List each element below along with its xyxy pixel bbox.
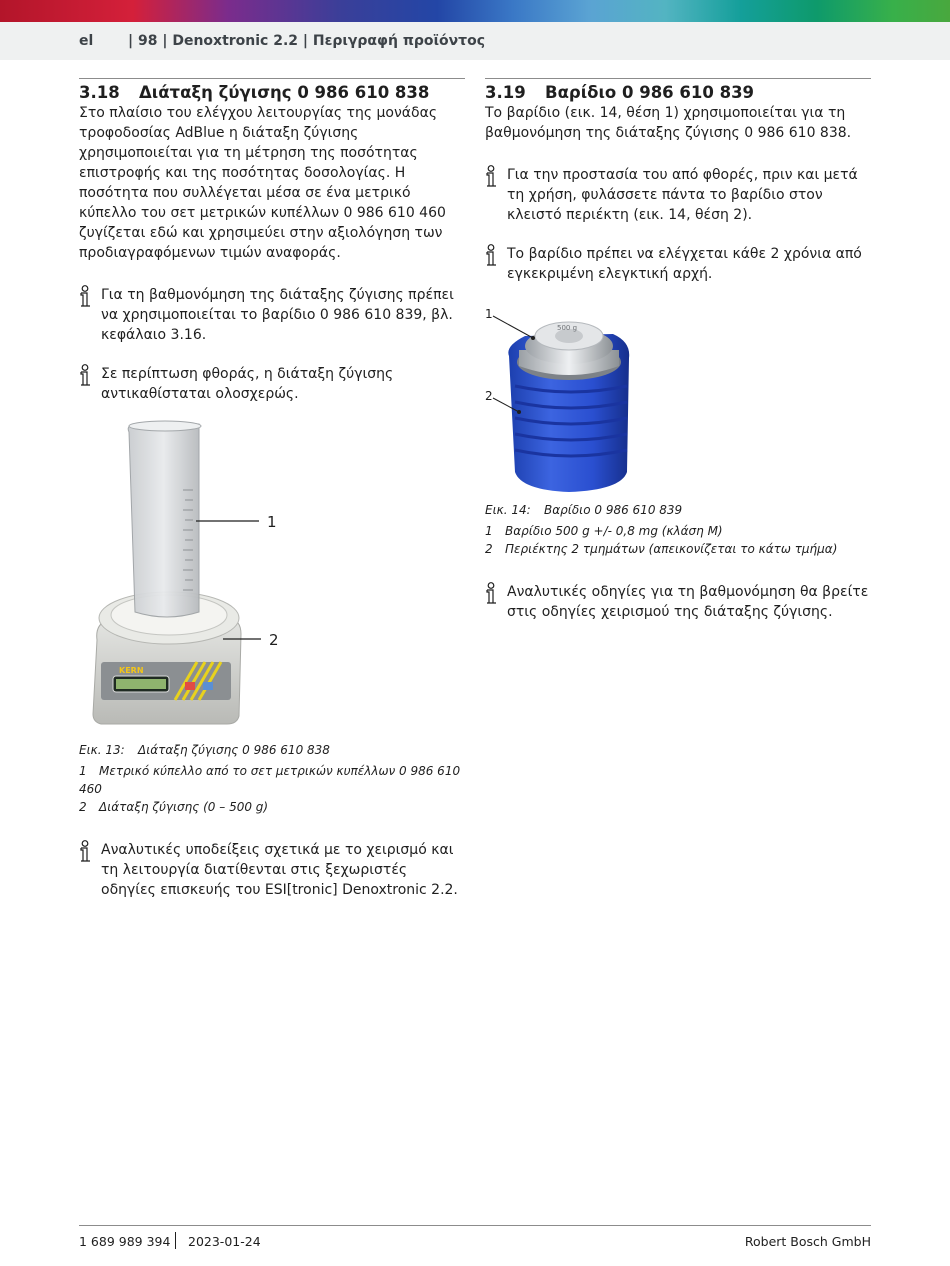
legend-number: 1	[485, 524, 493, 538]
header-language: el	[79, 33, 94, 49]
brand-color-band	[0, 0, 950, 22]
info-note-text: Σε περίπτωση φθοράς, η διάταξη ζύγισης αντικαθίσταται ολοσχερώς.	[101, 366, 394, 402]
footer-company: Robert Bosch GmbH	[744, 1234, 871, 1249]
info-note	[79, 364, 465, 404]
section-heading-3-18	[79, 83, 465, 103]
info-note-text: Αναλυτικές υποδείξεις σχετικά με το χειρισμό και τη λειτουργία διατίθενται στις ξεχωριστές οδηγίες επισκευής του ESI[tronic] Denoxtronic 2.2.	[101, 842, 458, 898]
section-heading-3-19	[485, 83, 871, 103]
info-note-text: Το βαρίδιο πρέπει να ελέγχεται κάθε 2 χρόνια από εγκεκριμένη ελεγκτική αρχή.	[507, 246, 862, 282]
header-title: | 98 | Denoxtronic 2.2 | Περιγραφή προϊόντος	[128, 33, 486, 49]
info-note	[79, 285, 465, 345]
info-note	[485, 582, 871, 622]
section-title: Βαρίδιο 0 986 610 839	[545, 83, 755, 102]
figure-label: Εικ. 13:	[79, 743, 125, 757]
figure-legend-item	[485, 540, 871, 558]
legend-number: 2	[485, 542, 493, 556]
legend-text: Μετρικό κύπελλο από το σετ μετρικών κυπέλλων 0 986 610 460	[79, 764, 461, 796]
info-note	[485, 165, 871, 225]
info-icon	[79, 840, 93, 864]
section-title: Διάταξη ζύγισης 0 986 610 838	[139, 83, 430, 102]
section-rule	[79, 78, 465, 79]
legend-text: Βαρίδιο 500 g +/- 0,8 mg (κλάση M)	[505, 524, 723, 538]
callout-1: 1	[267, 513, 277, 531]
scale-brand-label: KERN	[119, 666, 144, 675]
info-icon	[485, 582, 499, 606]
figure-legend-item	[79, 798, 465, 816]
right-column	[485, 78, 871, 622]
callout-1: 1	[485, 307, 493, 321]
legend-text: Διάταξη ζύγισης (0 – 500 g)	[99, 800, 269, 814]
info-icon	[485, 165, 499, 189]
footer-separator	[175, 1232, 176, 1249]
section-number: 3.19	[485, 83, 526, 102]
legend-text: Περιέκτης 2 τμημάτων (απεικονίζεται το κάτω τμήμα)	[505, 542, 838, 556]
figure-legend-item	[485, 522, 871, 540]
figure-title: Βαρίδιο 0 986 610 839	[544, 503, 683, 517]
footer-date: 2023-01-24	[188, 1234, 261, 1249]
figure-caption	[79, 742, 465, 758]
info-note-text: Για τη βαθμονόμηση της διάταξης ζύγισης πρέπει να χρησιμοποιείται το βαρίδιο 0 986 610 839, βλ. κεφάλαιο 3.16.	[101, 287, 454, 343]
callout-2: 2	[485, 389, 493, 403]
section-body: Το βαρίδιο (εικ. 14, θέση 1) χρησιμοποιείται για τη βαθμονόμηση της διάταξης ζύγισης 0 986 610 838.	[485, 105, 852, 141]
figure-caption	[485, 502, 871, 518]
figure-14	[485, 306, 871, 492]
info-note	[79, 840, 465, 900]
info-note-text: Αναλυτικές οδηγίες για τη βαθμονόμηση θα βρείτε στις οδηγίες χειρισμού της διάταξης ζύγισης.	[507, 584, 869, 620]
section-number: 3.18	[79, 83, 120, 102]
info-note-text: Για την προστασία του από φθορές, πριν και μετά τη χρήση, φυλάσσετε πάντα το βαρίδιο στον κλειστό περιέκτη (εικ. 14, θέση 2).	[507, 167, 858, 223]
info-icon	[485, 244, 499, 268]
legend-number: 2	[79, 800, 87, 814]
section-rule	[485, 78, 871, 79]
legend-number: 1	[79, 764, 87, 778]
left-column	[79, 78, 465, 900]
footer-doc-number: 1 689 989 394	[79, 1234, 171, 1249]
footer-rule	[79, 1225, 871, 1226]
figure-13	[79, 420, 465, 738]
section-body: Στο πλαίσιο του ελέγχου λειτουργίας της μονάδας τροφοδοσίας AdBlue η διάταξη ζύγισης χρησιμοποιείται για τη μέτρηση της ποσότητας επιστροφής και της ποσότητας δοσολογίας. Η ποσότητα που συλλέγεται μέσα σε ένα μετρικό κύπελλο του σετ μετρικών κυπέλλων 0 986 610 460 ζυγίζεται εδώ και χρησιμεύει στην αξιολόγηση των προδιαγραφόμενων τιμών αναφοράς.	[79, 105, 446, 261]
figure-legend-item	[79, 762, 465, 798]
figure-title: Διάταξη ζύγισης 0 986 610 838	[138, 743, 330, 757]
weight-marking: 500 g	[557, 324, 578, 332]
info-icon	[79, 364, 93, 388]
info-note	[485, 244, 871, 284]
calibration-weight-image	[485, 306, 685, 492]
info-icon	[79, 285, 93, 309]
callout-2: 2	[269, 631, 279, 649]
figure-label: Εικ. 14:	[485, 503, 531, 517]
scale-with-cup-image	[79, 420, 465, 738]
